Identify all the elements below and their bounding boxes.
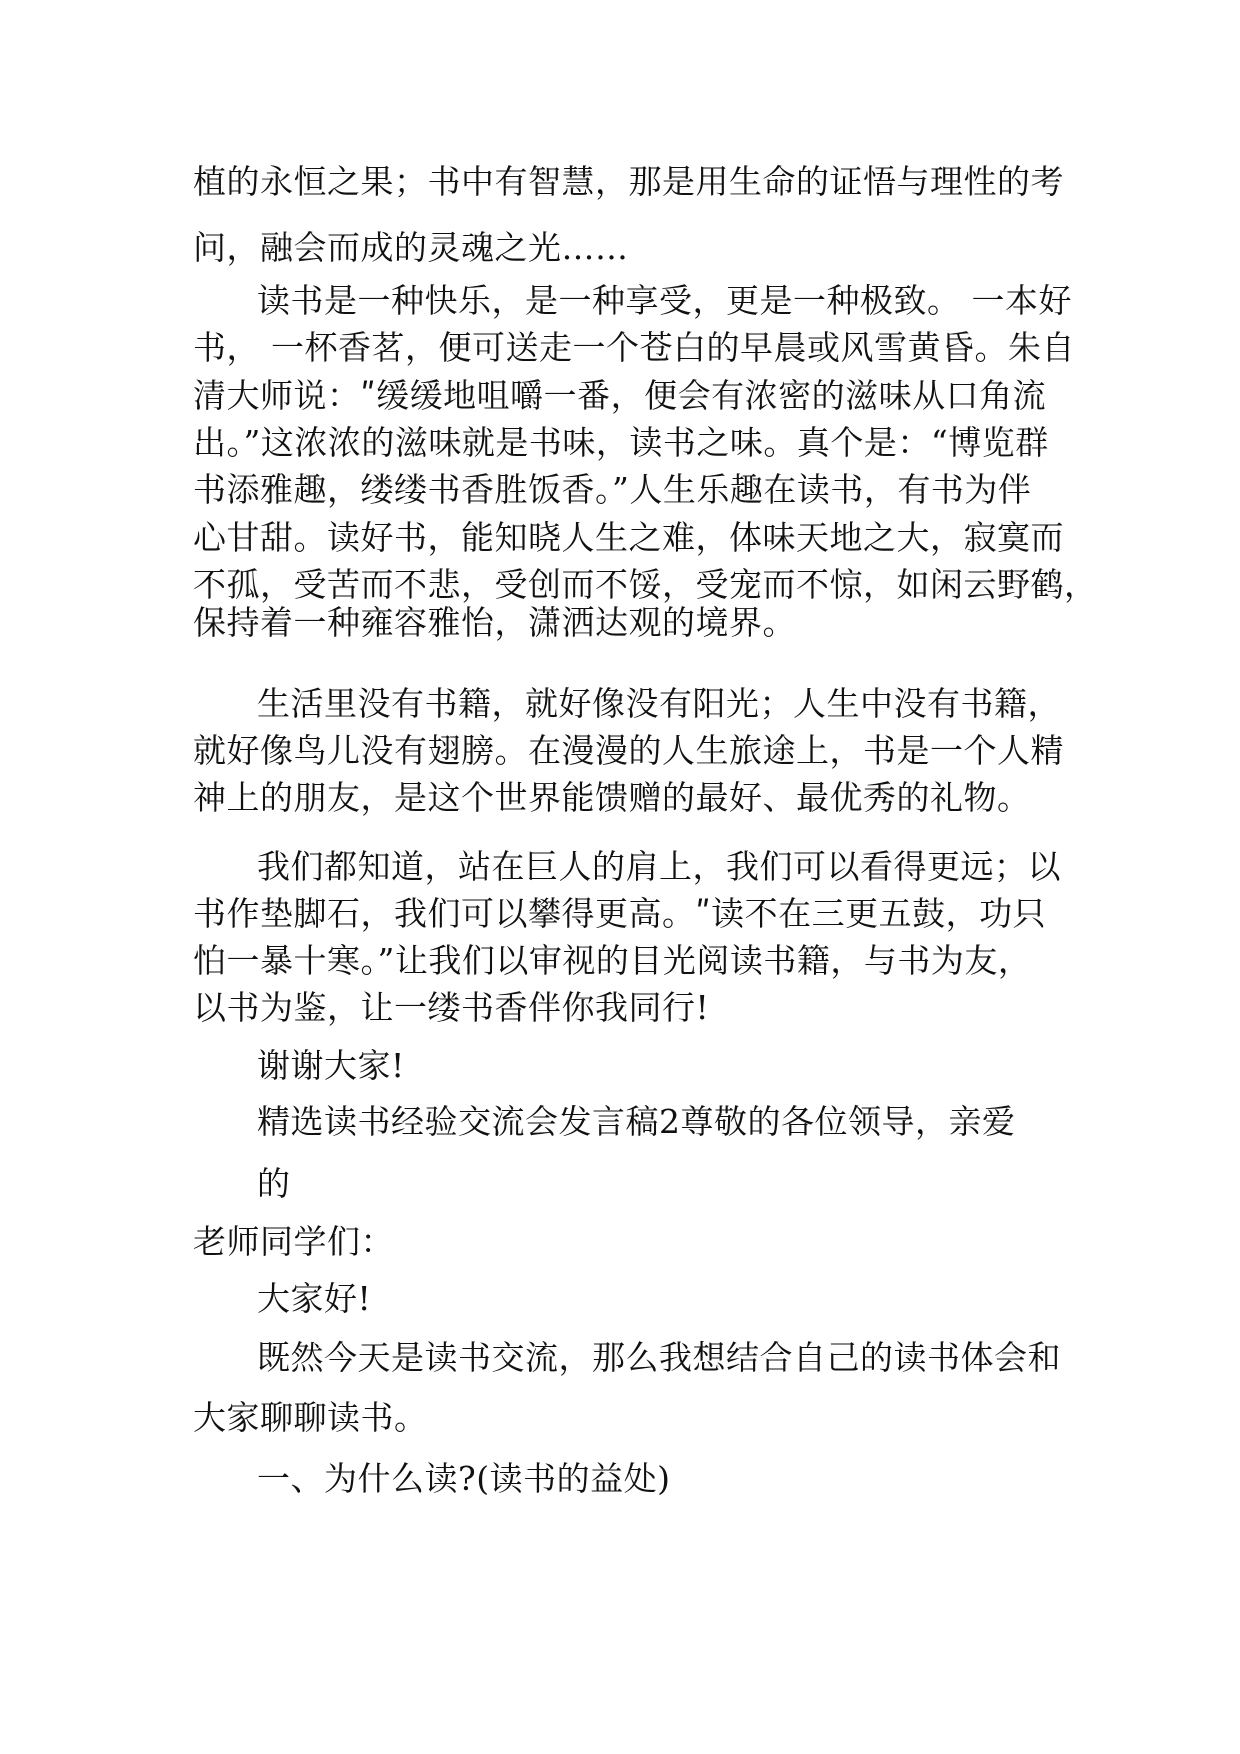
text-line: 既然今天是读书交流，那么我想结合自己的读书体会和	[257, 1338, 1061, 1377]
text-line: 老师同学们：	[193, 1222, 394, 1261]
text-line: 怕一暴十寒。”让我们以审视的目光阅读书籍，与书为友，	[193, 941, 1032, 980]
text-line: 读书是一种快乐，是一种享受，更是一种极致。 一本好	[257, 281, 1072, 320]
text-line: 我们都知道，站在巨人的肩上，我们可以看得更远；以	[257, 847, 1061, 886]
text-line: 精选读书经验交流会发言稿2尊敬的各位领导，亲爱	[257, 1102, 1016, 1141]
text-line: 心甘甜。读好书，能知晓人生之难，体味天地之大，寂寞而	[193, 518, 1064, 557]
text-line: 一、为什么读?(读书的益处)	[257, 1459, 671, 1498]
text-line: 书， 一杯香茗，便可送走一个苍白的早晨或风雪黄昏。朱自	[193, 328, 1075, 367]
text-line: 不孤，受苦而不悲，受创而不馁，受宠而不惊，如闲云野鹤，	[193, 565, 1098, 604]
text-line: 就好像鸟儿没有翅膀。在漫漫的人生旅途上，书是一个人精	[193, 731, 1064, 770]
text-line: 书作垫脚石，我们可以攀得更高。ʺ读不在三更五鼓，功只	[193, 894, 1047, 933]
text-line: 生活里没有书籍，就好像没有阳光；人生中没有书籍，	[257, 684, 1061, 723]
text-line: 出。”这浓浓的滋味就是书味，读书之味。真个是：“博览群	[193, 423, 1049, 462]
text-line: 以书为鉴，让一缕书香伴你我同行!	[193, 988, 710, 1027]
text-line: 问，融会而成的灵魂之光……	[193, 228, 629, 267]
text-line: 清大师说：ʺ缓缓地咀嚼一番，便会有浓密的滋味从口角流	[193, 376, 1047, 415]
text-line: 谢谢大家!	[257, 1046, 405, 1085]
text-line: 神上的朋友，是这个世界能馈赠的最好、最优秀的礼物。	[193, 778, 1031, 817]
text-line: 保持着一种雍容雅怡，潇洒达观的境界。	[193, 603, 796, 642]
text-line: 大家聊聊读书。	[193, 1398, 428, 1437]
text-line: 的	[257, 1164, 291, 1203]
text-line: 大家好!	[257, 1279, 372, 1318]
text-line: 植的永恒之果；书中有智慧，那是用生命的证悟与理性的考	[193, 162, 1064, 201]
text-line: 书添雅趣，缕缕书香胜饭香。”人生乐趣在读书，有书为伴	[193, 470, 1032, 509]
